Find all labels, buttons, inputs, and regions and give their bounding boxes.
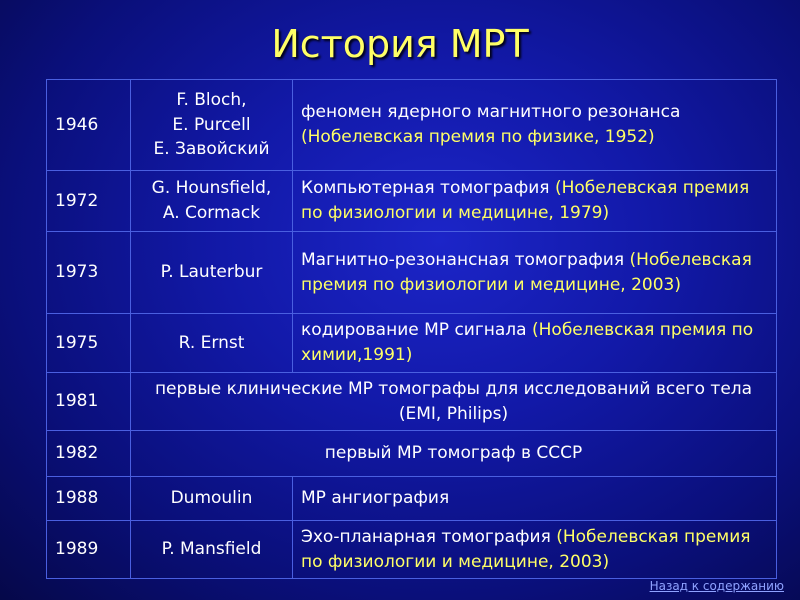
nobel-prize-note: (Нобелевская премия по физике, 1952) [301,127,655,147]
authors-cell [131,521,293,579]
year-cell: 1981 [47,373,131,431]
nobel-prize-note: (Нобелевская премия по физиологии и медицине, 2003) [301,249,752,295]
description-cell [131,373,777,431]
table-row [47,314,777,373]
nobel-prize-note: (Нобелевская премия по физиологии и медицине, 2003) [301,526,751,572]
year-cell: 1982 [47,431,131,477]
description-text: первые клинические МР томографы для исследований всего тела [154,378,753,399]
table-row [47,431,777,477]
table-row [47,80,777,171]
history-table [46,79,777,579]
year-cell: 1973 [47,232,131,314]
authors-cell [131,232,293,314]
table-row [47,171,777,232]
year-cell: 1946 [47,80,131,171]
description-text: Магнитно-резонансная томография [301,249,630,270]
author-name: Dumoulin [170,488,253,509]
authors-cell [131,171,293,232]
table-row [47,521,777,579]
table-row [47,373,777,431]
author-name: E. Purcell [172,114,251,135]
nobel-prize-note: (Нобелевская премия по химии,1991) [301,320,754,365]
description-cell: первый МР томограф в СССР [131,431,777,477]
description-text: кодирование МР сигнала [301,320,532,341]
description-cell: МР ангиография [293,477,777,521]
author-name: Е. Завойский [153,139,270,160]
page-title: История МРТ [271,22,529,66]
authors-cell [131,477,293,521]
description-text: Компьютерная томография [301,178,555,199]
table-row [47,232,777,314]
author-name: R. Ernst [178,332,245,353]
back-to-contents-link[interactable]: Назад к содержанию [649,579,784,593]
author-name: A. Cormack [162,203,261,223]
description-cell [293,314,777,373]
description-cell [293,521,777,579]
author-name: G. Hounsfield, [151,178,272,199]
description-text: (EMI, Philips) [398,403,509,424]
author-name: P. Mansfield [161,539,262,560]
description-text: Эхо-планарная томография [301,526,557,547]
year-cell: 1975 [47,314,131,373]
year-cell: 1989 [47,521,131,579]
authors-cell [131,80,293,171]
description-cell [293,171,777,232]
table-row [47,477,777,521]
description-cell [293,80,777,171]
year-cell: 1972 [47,171,131,232]
author-name: P. Lauterbur [160,262,263,283]
description-text: феномен ядерного магнитного резонанса [301,102,681,123]
year-cell: 1988 [47,477,131,521]
author-name: F. Bloch, [176,90,247,111]
description-cell [293,232,777,314]
nobel-prize-note: (Нобелевская премия по физиологии и медицине, 1979) [301,178,750,223]
authors-cell [131,314,293,373]
